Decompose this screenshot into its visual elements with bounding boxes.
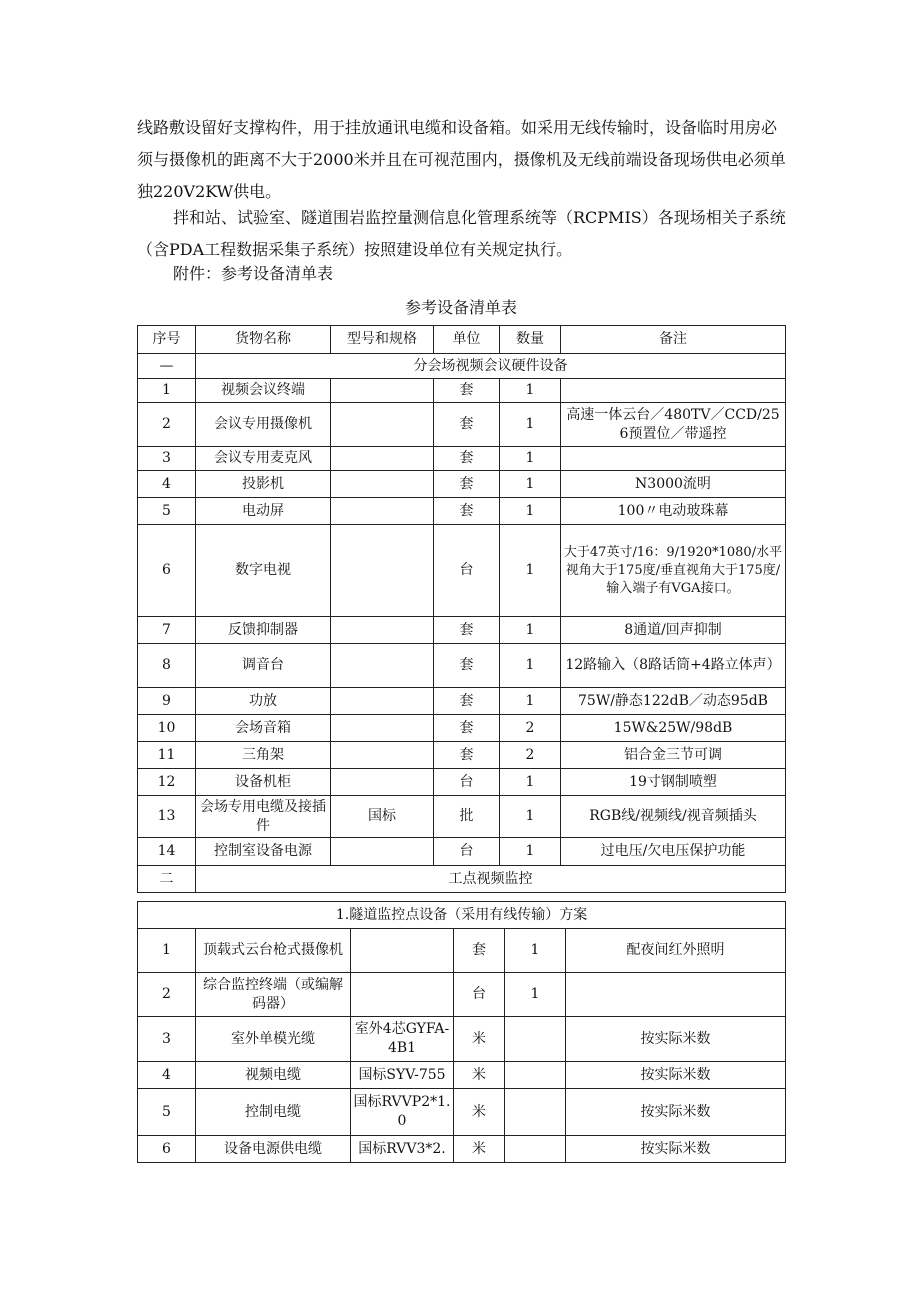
cell-name: 视频电缆 [196, 1062, 351, 1089]
cell-unit: 套 [434, 688, 500, 715]
cell-note: 按实际米数 [566, 1089, 786, 1136]
table-row [138, 1089, 786, 1136]
section-number: 二 [138, 866, 196, 893]
cell-qty: 1 [500, 447, 561, 471]
cell-qty: 2 [500, 715, 561, 742]
cell-spec: 国标RVVP2*1.0 [351, 1089, 454, 1136]
section-number: — [138, 354, 196, 379]
cell-no: 3 [138, 447, 196, 471]
table-row [138, 769, 786, 796]
cell-spec [331, 447, 434, 471]
section-row [138, 866, 786, 893]
cell-unit: 台 [434, 525, 500, 617]
cell-spec [331, 715, 434, 742]
monitoring-table [137, 901, 786, 1163]
cell-note: 按实际米数 [566, 1062, 786, 1089]
header-cell: 货物名称 [196, 326, 331, 354]
table-row [138, 379, 786, 403]
cell-spec [331, 688, 434, 715]
cell-qty: 1 [505, 929, 566, 973]
cell-spec [331, 525, 434, 617]
cell-unit: 套 [434, 403, 500, 447]
cell-no: 4 [138, 471, 196, 498]
cell-qty: 1 [500, 498, 561, 525]
cell-qty: 1 [500, 617, 561, 644]
cell-no: 5 [138, 498, 196, 525]
cell-no: 11 [138, 742, 196, 769]
cell-name: 会议专用麦克风 [196, 447, 331, 471]
cell-name: 会场音箱 [196, 715, 331, 742]
cell-no: 8 [138, 644, 196, 688]
cell-spec [331, 498, 434, 525]
table-row [138, 715, 786, 742]
table-row [138, 617, 786, 644]
table-row [138, 796, 786, 838]
cell-qty [505, 1089, 566, 1136]
cell-name: 设备机柜 [196, 769, 331, 796]
cell-name: 室外单模光缆 [196, 1017, 351, 1062]
cell-unit: 套 [434, 498, 500, 525]
cell-name: 反馈抑制器 [196, 617, 331, 644]
cell-unit: 米 [454, 1062, 505, 1089]
cell-name: 电动屏 [196, 498, 331, 525]
cell-no: 10 [138, 715, 196, 742]
table-row [138, 973, 786, 1017]
table-row [138, 1017, 786, 1062]
cell-note: 铝合金三节可调 [561, 742, 786, 769]
cell-spec [351, 973, 454, 1017]
cell-qty: 1 [500, 525, 561, 617]
cell-unit: 套 [434, 447, 500, 471]
cell-spec [351, 929, 454, 973]
cell-qty: 1 [500, 379, 561, 403]
table-caption: 参考设备清单表 [404, 298, 517, 317]
cell-unit: 台 [434, 769, 500, 796]
attachment-line: 附件：参考设备清单表 [173, 264, 334, 283]
cell-name: 会场专用电缆及接插件 [196, 796, 331, 838]
cell-no: 2 [138, 973, 196, 1017]
cell-qty: 1 [500, 471, 561, 498]
cell-no: 1 [138, 929, 196, 973]
cell-unit: 套 [434, 379, 500, 403]
table-row [138, 742, 786, 769]
cell-note: 75W/静态122dB／动态95dB [561, 688, 786, 715]
cell-note: N3000流明 [561, 471, 786, 498]
cell-qty: 1 [505, 973, 566, 1017]
cell-unit: 套 [434, 471, 500, 498]
cell-name: 三角架 [196, 742, 331, 769]
cell-name: 顶载式云台枪式摄像机 [196, 929, 351, 973]
section-title: 分会场视频会议硬件设备 [196, 354, 786, 379]
cell-note: 100〃电动玻珠幕 [561, 498, 786, 525]
header-cell: 备注 [561, 326, 786, 354]
cell-note: RGB线/视频线/视音频插头 [561, 796, 786, 838]
cell-no: 7 [138, 617, 196, 644]
cell-qty [505, 1136, 566, 1163]
table-row [138, 447, 786, 471]
cell-spec: 室外4芯GYFA-4B1 [351, 1017, 454, 1062]
cell-note [561, 447, 786, 471]
cell-unit: 套 [434, 617, 500, 644]
table-row [138, 838, 786, 866]
cell-note [566, 973, 786, 1017]
cell-no: 14 [138, 838, 196, 866]
cell-unit: 台 [454, 973, 505, 1017]
cell-note: 配夜间红外照明 [566, 929, 786, 973]
table-row [138, 525, 786, 617]
cell-note: 12路输入（8路话筒+4路立体声） [561, 644, 786, 688]
cell-spec [331, 471, 434, 498]
cell-spec [331, 379, 434, 403]
header-cell: 单位 [434, 326, 500, 354]
subsection-title: 1.隧道监控点设备（采用有线传输）方案 [138, 902, 786, 929]
table-row [138, 1136, 786, 1163]
cell-qty: 1 [500, 838, 561, 866]
cell-name: 控制室设备电源 [196, 838, 331, 866]
section-title: 工点视频监控 [196, 866, 786, 893]
table-header-row [138, 326, 786, 354]
cell-name: 控制电缆 [196, 1089, 351, 1136]
cell-note: 按实际米数 [566, 1017, 786, 1062]
cell-qty: 2 [500, 742, 561, 769]
cell-name: 投影机 [196, 471, 331, 498]
cell-qty: 1 [500, 403, 561, 447]
table-row [138, 403, 786, 447]
subsection-row [138, 902, 786, 929]
header-cell: 型号和规格 [331, 326, 434, 354]
cell-no: 4 [138, 1062, 196, 1089]
cell-name: 调音台 [196, 644, 331, 688]
cell-spec: 国标RVV3*2. [351, 1136, 454, 1163]
cell-note: 高速一体云台／480TV／CCD/256预置位／带遥控 [561, 403, 786, 447]
table-row [138, 471, 786, 498]
cell-name: 视频会议终端 [196, 379, 331, 403]
header-cell: 数量 [500, 326, 561, 354]
cell-spec: 国标 [331, 796, 434, 838]
cell-unit: 套 [434, 715, 500, 742]
cell-no: 9 [138, 688, 196, 715]
section-row [138, 354, 786, 379]
cell-qty [505, 1062, 566, 1089]
cell-no: 3 [138, 1017, 196, 1062]
cell-spec [331, 644, 434, 688]
cell-no: 1 [138, 379, 196, 403]
cell-unit: 台 [434, 838, 500, 866]
cell-qty [505, 1017, 566, 1062]
cell-qty: 1 [500, 688, 561, 715]
header-cell: 序号 [138, 326, 196, 354]
cell-spec: 国标SYV-755 [351, 1062, 454, 1089]
cell-note: 大于47英寸/16：9/1920*1080/水平视角大于175度/垂直视角大于175度/输入端子有VGA接口。 [561, 525, 786, 617]
cell-no: 2 [138, 403, 196, 447]
body-paragraph: 拌和站、试验室、隧道围岩监控量测信息化管理系统等（RCPMIS）各现场相关子系统（含PDA工程数据采集子系统）按照建设单位有关规定执行。 [137, 208, 786, 259]
cell-unit: 套 [434, 742, 500, 769]
cell-name: 设备电源供电缆 [196, 1136, 351, 1163]
cell-spec [331, 742, 434, 769]
cell-note: 19寸钢制喷塑 [561, 769, 786, 796]
body-paragraph: 线路敷设留好支撑构件，用于挂放通讯电缆和设备箱。如采用无线传输时，设备临时用房必须与摄像机的距离不大于2000米并且在可视范围内，摄像机及无线前端设备现场供电必须单独220V2KW供电。 [137, 118, 786, 201]
table-row [138, 1062, 786, 1089]
cell-qty: 1 [500, 796, 561, 838]
cell-no: 5 [138, 1089, 196, 1136]
cell-note: 按实际米数 [566, 1136, 786, 1163]
cell-note: 15W&25W/98dB [561, 715, 786, 742]
cell-unit: 米 [454, 1136, 505, 1163]
cell-no: 12 [138, 769, 196, 796]
table-row [138, 498, 786, 525]
cell-name: 功放 [196, 688, 331, 715]
cell-qty: 1 [500, 644, 561, 688]
cell-spec [331, 403, 434, 447]
cell-unit: 米 [454, 1017, 505, 1062]
cell-spec [331, 838, 434, 866]
cell-note: 过电压/欠电压保护功能 [561, 838, 786, 866]
cell-name: 数字电视 [196, 525, 331, 617]
cell-no: 13 [138, 796, 196, 838]
cell-note: 8通道/回声抑制 [561, 617, 786, 644]
cell-name: 会议专用摄像机 [196, 403, 331, 447]
table-row [138, 688, 786, 715]
cell-spec [331, 617, 434, 644]
cell-no: 6 [138, 1136, 196, 1163]
table-row [138, 929, 786, 973]
cell-unit: 批 [434, 796, 500, 838]
table-row [138, 644, 786, 688]
cell-no: 6 [138, 525, 196, 617]
cell-unit: 套 [434, 644, 500, 688]
cell-spec [331, 769, 434, 796]
cell-unit: 套 [454, 929, 505, 973]
cell-note [561, 379, 786, 403]
cell-name: 综合监控终端（或编解码器） [196, 973, 351, 1017]
equipment-table [137, 325, 786, 893]
cell-unit: 米 [454, 1089, 505, 1136]
cell-qty: 1 [500, 769, 561, 796]
